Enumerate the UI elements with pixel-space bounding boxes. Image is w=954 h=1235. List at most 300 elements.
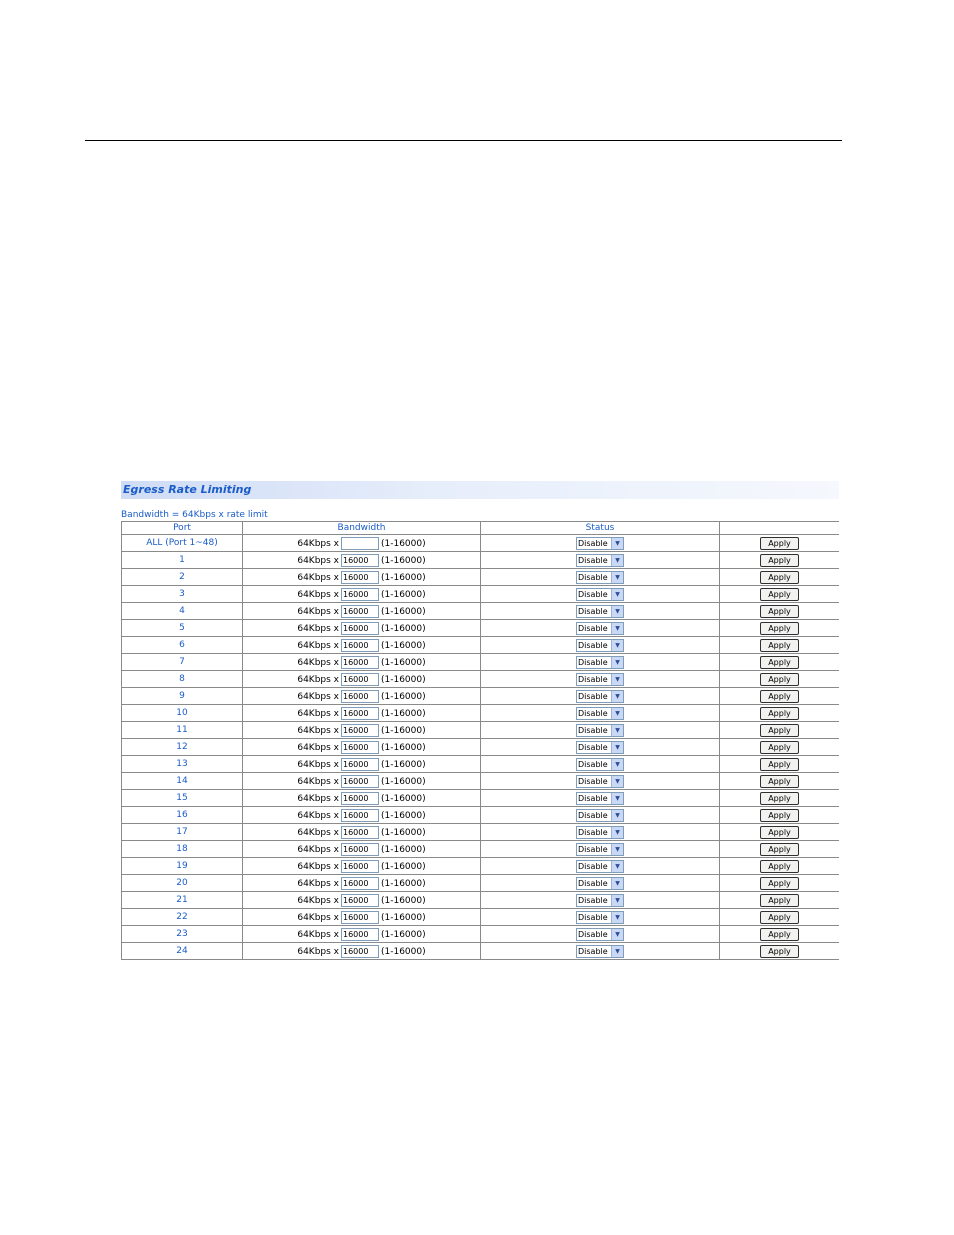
chevron-down-icon[interactable]: ▼ (611, 793, 623, 804)
status-select[interactable] (576, 809, 624, 822)
status-select-value: Disable (578, 538, 608, 548)
port-cell: ALL (Port 1~48) (122, 535, 243, 552)
table-row (122, 722, 840, 739)
bandwidth-range: (1-16000) (381, 674, 426, 685)
status-select[interactable] (576, 707, 624, 720)
bandwidth-cell (243, 552, 481, 569)
apply-button[interactable]: Apply (760, 622, 799, 635)
port-cell: 23 (122, 926, 243, 943)
status-select[interactable] (576, 656, 624, 669)
apply-cell (720, 773, 840, 790)
bandwidth-cell (243, 586, 481, 603)
port-cell: 4 (122, 603, 243, 620)
bandwidth-cell (243, 620, 481, 637)
status-select[interactable] (576, 673, 624, 686)
apply-cell (720, 552, 840, 569)
apply-button[interactable]: Apply (760, 673, 799, 686)
bandwidth-prefix: 64Kbps x (297, 861, 339, 872)
status-select-value: Disable (578, 555, 608, 565)
apply-cell (720, 739, 840, 756)
bandwidth-input[interactable] (341, 792, 379, 805)
bandwidth-input[interactable] (341, 843, 379, 856)
bandwidth-range: (1-16000) (381, 759, 426, 770)
apply-cell (720, 807, 840, 824)
bandwidth-cell (243, 807, 481, 824)
table-row (122, 586, 840, 603)
bandwidth-cell (243, 705, 481, 722)
bandwidth-input[interactable] (341, 945, 379, 958)
apply-cell (720, 671, 840, 688)
status-select[interactable] (576, 554, 624, 567)
bandwidth-cell (243, 790, 481, 807)
chevron-down-icon[interactable]: ▼ (611, 725, 623, 736)
apply-cell (720, 654, 840, 671)
status-cell (481, 586, 720, 603)
status-select[interactable] (576, 843, 624, 856)
table-row (122, 909, 840, 926)
bandwidth-input[interactable] (341, 724, 379, 737)
status-cell (481, 756, 720, 773)
status-select-value: Disable (578, 844, 608, 854)
top-rule (85, 140, 842, 141)
port-cell: 17 (122, 824, 243, 841)
table-row (122, 875, 840, 892)
port-cell: 18 (122, 841, 243, 858)
table-row (122, 892, 840, 909)
table-row (122, 773, 840, 790)
bandwidth-prefix: 64Kbps x (297, 657, 339, 668)
bandwidth-cell (243, 875, 481, 892)
status-select-value: Disable (578, 589, 608, 599)
bandwidth-range: (1-16000) (381, 810, 426, 821)
apply-cell (720, 926, 840, 943)
chevron-down-icon[interactable]: ▼ (611, 912, 623, 923)
bandwidth-prefix: 64Kbps x (297, 742, 339, 753)
apply-button[interactable]: Apply (760, 639, 799, 652)
status-select-value: Disable (578, 572, 608, 582)
bandwidth-input[interactable] (341, 571, 379, 584)
table-row (122, 858, 840, 875)
bandwidth-range: (1-16000) (381, 691, 426, 702)
table-row (122, 790, 840, 807)
apply-cell (720, 637, 840, 654)
bandwidth-input[interactable] (341, 809, 379, 822)
bandwidth-input[interactable] (341, 775, 379, 788)
table-row (122, 688, 840, 705)
status-cell (481, 654, 720, 671)
bandwidth-input[interactable] (341, 605, 379, 618)
port-cell: 8 (122, 671, 243, 688)
bandwidth-cell (243, 603, 481, 620)
apply-button[interactable]: Apply (760, 860, 799, 873)
bandwidth-input[interactable] (341, 588, 379, 601)
status-select[interactable] (576, 622, 624, 635)
bandwidth-formula: Bandwidth = 64Kbps x rate limit (121, 510, 268, 520)
status-select-value: Disable (578, 912, 608, 922)
status-select[interactable] (576, 894, 624, 907)
apply-cell (720, 858, 840, 875)
chevron-down-icon[interactable]: ▼ (611, 606, 623, 617)
status-cell (481, 722, 720, 739)
chevron-down-icon[interactable]: ▼ (611, 589, 623, 600)
bandwidth-range: (1-16000) (381, 555, 426, 566)
bandwidth-prefix: 64Kbps x (297, 776, 339, 787)
apply-cell (720, 705, 840, 722)
bandwidth-prefix: 64Kbps x (297, 572, 339, 583)
status-select-value: Disable (578, 929, 608, 939)
chevron-down-icon[interactable]: ▼ (611, 572, 623, 583)
status-cell (481, 824, 720, 841)
status-select-value: Disable (578, 946, 608, 956)
table-row (122, 671, 840, 688)
bandwidth-prefix: 64Kbps x (297, 810, 339, 821)
apply-cell (720, 535, 840, 552)
bandwidth-prefix: 64Kbps x (297, 725, 339, 736)
status-select[interactable] (576, 945, 624, 958)
table-row (122, 807, 840, 824)
bandwidth-range: (1-16000) (381, 844, 426, 855)
apply-button[interactable]: Apply (760, 758, 799, 771)
apply-cell (720, 824, 840, 841)
bandwidth-range: (1-16000) (381, 606, 426, 617)
status-select-value: Disable (578, 793, 608, 803)
chevron-down-icon[interactable]: ▼ (611, 555, 623, 566)
bandwidth-input[interactable] (341, 741, 379, 754)
table-header-row (122, 522, 840, 535)
table-row (122, 637, 840, 654)
table-row (122, 620, 840, 637)
egress-rate-limiting-panel (121, 481, 839, 1027)
status-select[interactable] (576, 588, 624, 601)
bandwidth-range: (1-16000) (381, 912, 426, 923)
port-header: Port (122, 522, 243, 535)
apply-button[interactable]: Apply (760, 537, 799, 550)
port-cell: 16 (122, 807, 243, 824)
status-cell (481, 926, 720, 943)
table-row (122, 654, 840, 671)
port-cell: 22 (122, 909, 243, 926)
status-select[interactable] (576, 537, 624, 550)
status-select[interactable] (576, 775, 624, 788)
bandwidth-range: (1-16000) (381, 929, 426, 940)
chevron-down-icon[interactable]: ▼ (611, 946, 623, 957)
chevron-down-icon[interactable]: ▼ (611, 759, 623, 770)
chevron-down-icon[interactable]: ▼ (611, 827, 623, 838)
port-cell: 6 (122, 637, 243, 654)
status-select-value: Disable (578, 759, 608, 769)
bandwidth-cell (243, 858, 481, 875)
bandwidth-prefix: 64Kbps x (297, 827, 339, 838)
apply-cell (720, 909, 840, 926)
apply-button[interactable]: Apply (760, 656, 799, 669)
bandwidth-cell (243, 654, 481, 671)
bandwidth-input[interactable] (341, 894, 379, 907)
apply-button[interactable]: Apply (760, 605, 799, 618)
bandwidth-cell (243, 569, 481, 586)
bandwidth-input[interactable] (341, 537, 379, 550)
status-select-value: Disable (578, 742, 608, 752)
table-row (122, 603, 840, 620)
status-select[interactable] (576, 928, 624, 941)
bandwidth-cell (243, 535, 481, 552)
bandwidth-prefix: 64Kbps x (297, 691, 339, 702)
bandwidth-range: (1-16000) (381, 895, 426, 906)
table-row (122, 705, 840, 722)
chevron-down-icon[interactable]: ▼ (611, 929, 623, 940)
apply-button[interactable]: Apply (760, 945, 799, 958)
status-select[interactable] (576, 571, 624, 584)
status-header: Status (481, 522, 720, 535)
status-select[interactable] (576, 724, 624, 737)
bandwidth-input[interactable] (341, 860, 379, 873)
bandwidth-range: (1-16000) (381, 946, 426, 957)
status-cell (481, 688, 720, 705)
bandwidth-prefix: 64Kbps x (297, 555, 339, 566)
apply-button[interactable]: Apply (760, 792, 799, 805)
chevron-down-icon[interactable]: ▼ (611, 844, 623, 855)
status-select[interactable] (576, 860, 624, 873)
apply-cell (720, 722, 840, 739)
panel-title: Egress Rate Limiting (121, 481, 839, 499)
table-row (122, 569, 840, 586)
status-select-value: Disable (578, 657, 608, 667)
apply-button[interactable]: Apply (760, 826, 799, 839)
status-select-value: Disable (578, 895, 608, 905)
bandwidth-cell (243, 909, 481, 926)
table-row (122, 824, 840, 841)
chevron-down-icon[interactable]: ▼ (611, 691, 623, 702)
apply-cell (720, 688, 840, 705)
bandwidth-prefix: 64Kbps x (297, 929, 339, 940)
port-cell: 3 (122, 586, 243, 603)
bandwidth-range: (1-16000) (381, 708, 426, 719)
chevron-down-icon[interactable]: ▼ (611, 810, 623, 821)
status-select[interactable] (576, 758, 624, 771)
chevron-down-icon[interactable]: ▼ (611, 861, 623, 872)
bandwidth-header: Bandwidth (243, 522, 481, 535)
status-select-value: Disable (578, 691, 608, 701)
table-row (122, 739, 840, 756)
bandwidth-input[interactable] (341, 826, 379, 839)
bandwidth-cell (243, 892, 481, 909)
bandwidth-prefix: 64Kbps x (297, 895, 339, 906)
apply-button[interactable]: Apply (760, 877, 799, 890)
table-body (122, 535, 840, 960)
bandwidth-prefix: 64Kbps x (297, 878, 339, 889)
status-select-value: Disable (578, 776, 608, 786)
bandwidth-range: (1-16000) (381, 827, 426, 838)
bandwidth-cell (243, 637, 481, 654)
port-cell: 20 (122, 875, 243, 892)
status-select-value: Disable (578, 708, 608, 718)
status-select[interactable] (576, 639, 624, 652)
status-select[interactable] (576, 690, 624, 703)
bandwidth-cell (243, 739, 481, 756)
bandwidth-range: (1-16000) (381, 776, 426, 787)
rate-limit-table (121, 521, 839, 960)
apply-cell (720, 841, 840, 858)
bandwidth-input[interactable] (341, 554, 379, 567)
bandwidth-prefix: 64Kbps x (297, 606, 339, 617)
apply-button[interactable]: Apply (760, 843, 799, 856)
chevron-down-icon[interactable]: ▼ (611, 538, 623, 549)
bandwidth-cell (243, 824, 481, 841)
status-cell (481, 637, 720, 654)
port-cell: 7 (122, 654, 243, 671)
status-cell (481, 841, 720, 858)
chevron-down-icon[interactable]: ▼ (611, 623, 623, 634)
port-cell: 21 (122, 892, 243, 909)
status-select-value: Disable (578, 725, 608, 735)
table-row (122, 552, 840, 569)
bandwidth-range: (1-16000) (381, 657, 426, 668)
status-select-value: Disable (578, 640, 608, 650)
port-cell: 15 (122, 790, 243, 807)
status-cell (481, 535, 720, 552)
apply-cell (720, 943, 840, 960)
apply-button[interactable]: Apply (760, 775, 799, 788)
apply-button[interactable]: Apply (760, 690, 799, 703)
apply-cell (720, 875, 840, 892)
bandwidth-prefix: 64Kbps x (297, 538, 339, 549)
status-select-value: Disable (578, 810, 608, 820)
chevron-down-icon[interactable]: ▼ (611, 776, 623, 787)
apply-button[interactable]: Apply (760, 911, 799, 924)
status-cell (481, 603, 720, 620)
status-select[interactable] (576, 911, 624, 924)
status-cell (481, 943, 720, 960)
status-select[interactable] (576, 826, 624, 839)
bandwidth-range: (1-16000) (381, 640, 426, 651)
status-cell (481, 909, 720, 926)
chevron-down-icon[interactable]: ▼ (611, 742, 623, 753)
port-cell: 24 (122, 943, 243, 960)
bandwidth-input[interactable] (341, 656, 379, 669)
bandwidth-range: (1-16000) (381, 538, 426, 549)
bandwidth-range: (1-16000) (381, 878, 426, 889)
bandwidth-cell (243, 926, 481, 943)
apply-button[interactable]: Apply (760, 809, 799, 822)
action-header (720, 522, 840, 535)
status-cell (481, 739, 720, 756)
status-select-value: Disable (578, 878, 608, 888)
bandwidth-prefix: 64Kbps x (297, 912, 339, 923)
status-cell (481, 705, 720, 722)
table-row (122, 841, 840, 858)
status-select-value: Disable (578, 674, 608, 684)
status-select[interactable] (576, 605, 624, 618)
port-cell: 14 (122, 773, 243, 790)
status-cell (481, 892, 720, 909)
status-cell (481, 620, 720, 637)
bandwidth-range: (1-16000) (381, 861, 426, 872)
port-cell: 12 (122, 739, 243, 756)
chevron-down-icon[interactable]: ▼ (611, 657, 623, 668)
bandwidth-cell (243, 943, 481, 960)
bandwidth-input[interactable] (341, 911, 379, 924)
status-select-value: Disable (578, 861, 608, 871)
chevron-down-icon[interactable]: ▼ (611, 674, 623, 685)
port-cell: 19 (122, 858, 243, 875)
apply-button[interactable]: Apply (760, 554, 799, 567)
port-cell: 11 (122, 722, 243, 739)
status-cell (481, 773, 720, 790)
bandwidth-input[interactable] (341, 690, 379, 703)
bandwidth-input[interactable] (341, 622, 379, 635)
bandwidth-range: (1-16000) (381, 623, 426, 634)
table-row (122, 756, 840, 773)
apply-button[interactable]: Apply (760, 707, 799, 720)
status-select[interactable] (576, 877, 624, 890)
bandwidth-input[interactable] (341, 758, 379, 771)
bandwidth-cell (243, 688, 481, 705)
port-cell: 5 (122, 620, 243, 637)
bandwidth-range: (1-16000) (381, 589, 426, 600)
status-select[interactable] (576, 792, 624, 805)
table-row (122, 535, 840, 552)
bandwidth-input[interactable] (341, 673, 379, 686)
port-cell: 9 (122, 688, 243, 705)
chevron-down-icon[interactable]: ▼ (611, 640, 623, 651)
status-cell (481, 671, 720, 688)
bandwidth-prefix: 64Kbps x (297, 946, 339, 957)
apply-button[interactable]: Apply (760, 741, 799, 754)
status-select[interactable] (576, 741, 624, 754)
status-cell (481, 569, 720, 586)
bandwidth-input[interactable] (341, 877, 379, 890)
apply-button[interactable]: Apply (760, 588, 799, 601)
apply-button[interactable]: Apply (760, 894, 799, 907)
bandwidth-input[interactable] (341, 639, 379, 652)
bandwidth-cell (243, 671, 481, 688)
bandwidth-prefix: 64Kbps x (297, 640, 339, 651)
status-cell (481, 552, 720, 569)
apply-button[interactable]: Apply (760, 724, 799, 737)
apply-button[interactable]: Apply (760, 571, 799, 584)
bandwidth-range: (1-16000) (381, 572, 426, 583)
bandwidth-cell (243, 722, 481, 739)
bandwidth-prefix: 64Kbps x (297, 674, 339, 685)
port-cell: 13 (122, 756, 243, 773)
chevron-down-icon[interactable]: ▼ (611, 708, 623, 719)
chevron-down-icon[interactable]: ▼ (611, 878, 623, 889)
port-cell: 2 (122, 569, 243, 586)
apply-cell (720, 620, 840, 637)
bandwidth-input[interactable] (341, 928, 379, 941)
apply-cell (720, 586, 840, 603)
port-cell: 10 (122, 705, 243, 722)
apply-cell (720, 603, 840, 620)
apply-button[interactable]: Apply (760, 928, 799, 941)
bandwidth-cell (243, 756, 481, 773)
status-select-value: Disable (578, 606, 608, 616)
status-cell (481, 875, 720, 892)
table-row (122, 943, 840, 960)
bandwidth-prefix: 64Kbps x (297, 793, 339, 804)
bandwidth-prefix: 64Kbps x (297, 844, 339, 855)
apply-cell (720, 756, 840, 773)
apply-cell (720, 569, 840, 586)
apply-cell (720, 790, 840, 807)
bandwidth-prefix: 64Kbps x (297, 759, 339, 770)
table-viewport (121, 521, 839, 1027)
bandwidth-input[interactable] (341, 707, 379, 720)
apply-cell (720, 892, 840, 909)
bandwidth-cell (243, 773, 481, 790)
bandwidth-range: (1-16000) (381, 742, 426, 753)
bandwidth-range: (1-16000) (381, 793, 426, 804)
chevron-down-icon[interactable]: ▼ (611, 895, 623, 906)
